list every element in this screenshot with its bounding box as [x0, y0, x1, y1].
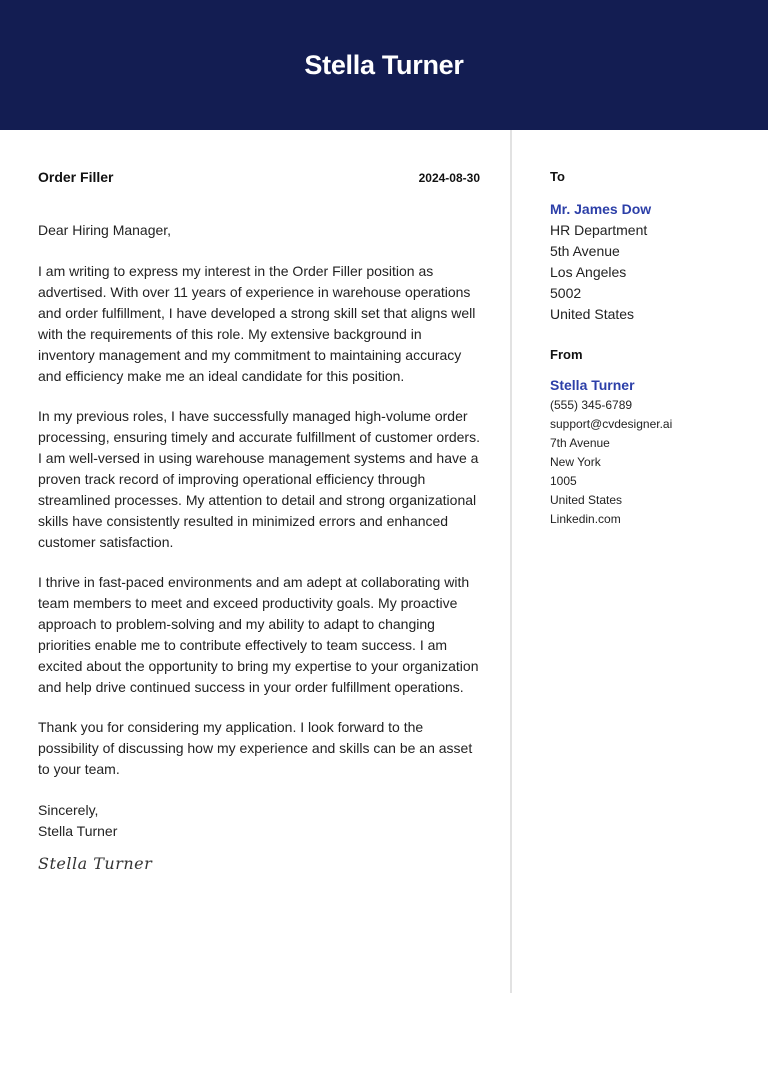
- paragraph: I thrive in fast-paced environments and am adept at collaborating with team members to meet and exceed productivity goals. My proactive approach to problem-solving and my ability to adapt to changing priorities enable me to contribute effectively to team success. I am excited about the opportunity to bring my expertise to your organization and help drive continued success in your order fulfillment operations.: [38, 574, 479, 695]
- sender-email[interactable]: support@cvdesigner.ai: [550, 417, 673, 431]
- sender-city: New York: [550, 455, 601, 469]
- job-title: Order Filler: [38, 169, 114, 185]
- closing-phrase: Sincerely,: [38, 802, 99, 818]
- paragraph: Thank you for considering my application. I look forward to the possibility of discussing how my experience and skills can be an asset to your team.: [38, 719, 473, 777]
- applicant-name: Stella Turner: [304, 49, 464, 80]
- letter-meta: [38, 169, 480, 189]
- recipient-country: United States: [550, 306, 635, 322]
- page-header: [0, 0, 768, 130]
- column-divider: [510, 130, 512, 993]
- recipient-name: Mr. James Dow: [550, 201, 652, 217]
- sender-country: United States: [550, 493, 623, 507]
- recipient-city: Los Angeles: [550, 264, 627, 280]
- handwritten-signature: Stella Turner: [38, 854, 153, 873]
- recipient-street: 5th Avenue: [550, 243, 620, 259]
- sender-linkedin[interactable]: Linkedin.com: [550, 512, 621, 526]
- paragraph: In my previous roles, I have successfully managed high-volume order processing, ensuring timely and accurate fulfillment of customer orders. I am well-versed in using warehouse management systems and have a proven track record of improving operational efficiency through streamlined processes. My attention to detail and strong organizational skills have consistently resulted in minimized errors and enhanced customer satisfaction.: [38, 408, 480, 550]
- recipient-zip: 5002: [550, 285, 582, 301]
- sender-phone: (555) 345-6789: [550, 398, 633, 412]
- recipient-department: HR Department: [550, 222, 648, 238]
- letter-body: [38, 169, 480, 873]
- sender-zip: 1005: [550, 474, 577, 488]
- closing-name: Stella Turner: [38, 823, 118, 839]
- sender-street: 7th Avenue: [550, 436, 610, 450]
- address-column: [550, 169, 760, 529]
- salutation: Dear Hiring Manager,: [38, 222, 172, 238]
- from-heading: From: [550, 347, 583, 362]
- paragraph: I am writing to express my interest in the Order Filler position as advertised. With over 11 years of experience in warehouse operations and order fulfillment, I have developed a strong skill set that aligns well with the requirements of this role. My extensive background in inventory management and my commitment to maintaining accuracy and efficiency make me an ideal candidate for this position.: [38, 263, 476, 384]
- letter-date: 2024-08-30: [418, 171, 480, 185]
- closing: [38, 800, 480, 842]
- sender-name: Stella Turner: [550, 377, 635, 393]
- to-heading: To: [550, 169, 565, 184]
